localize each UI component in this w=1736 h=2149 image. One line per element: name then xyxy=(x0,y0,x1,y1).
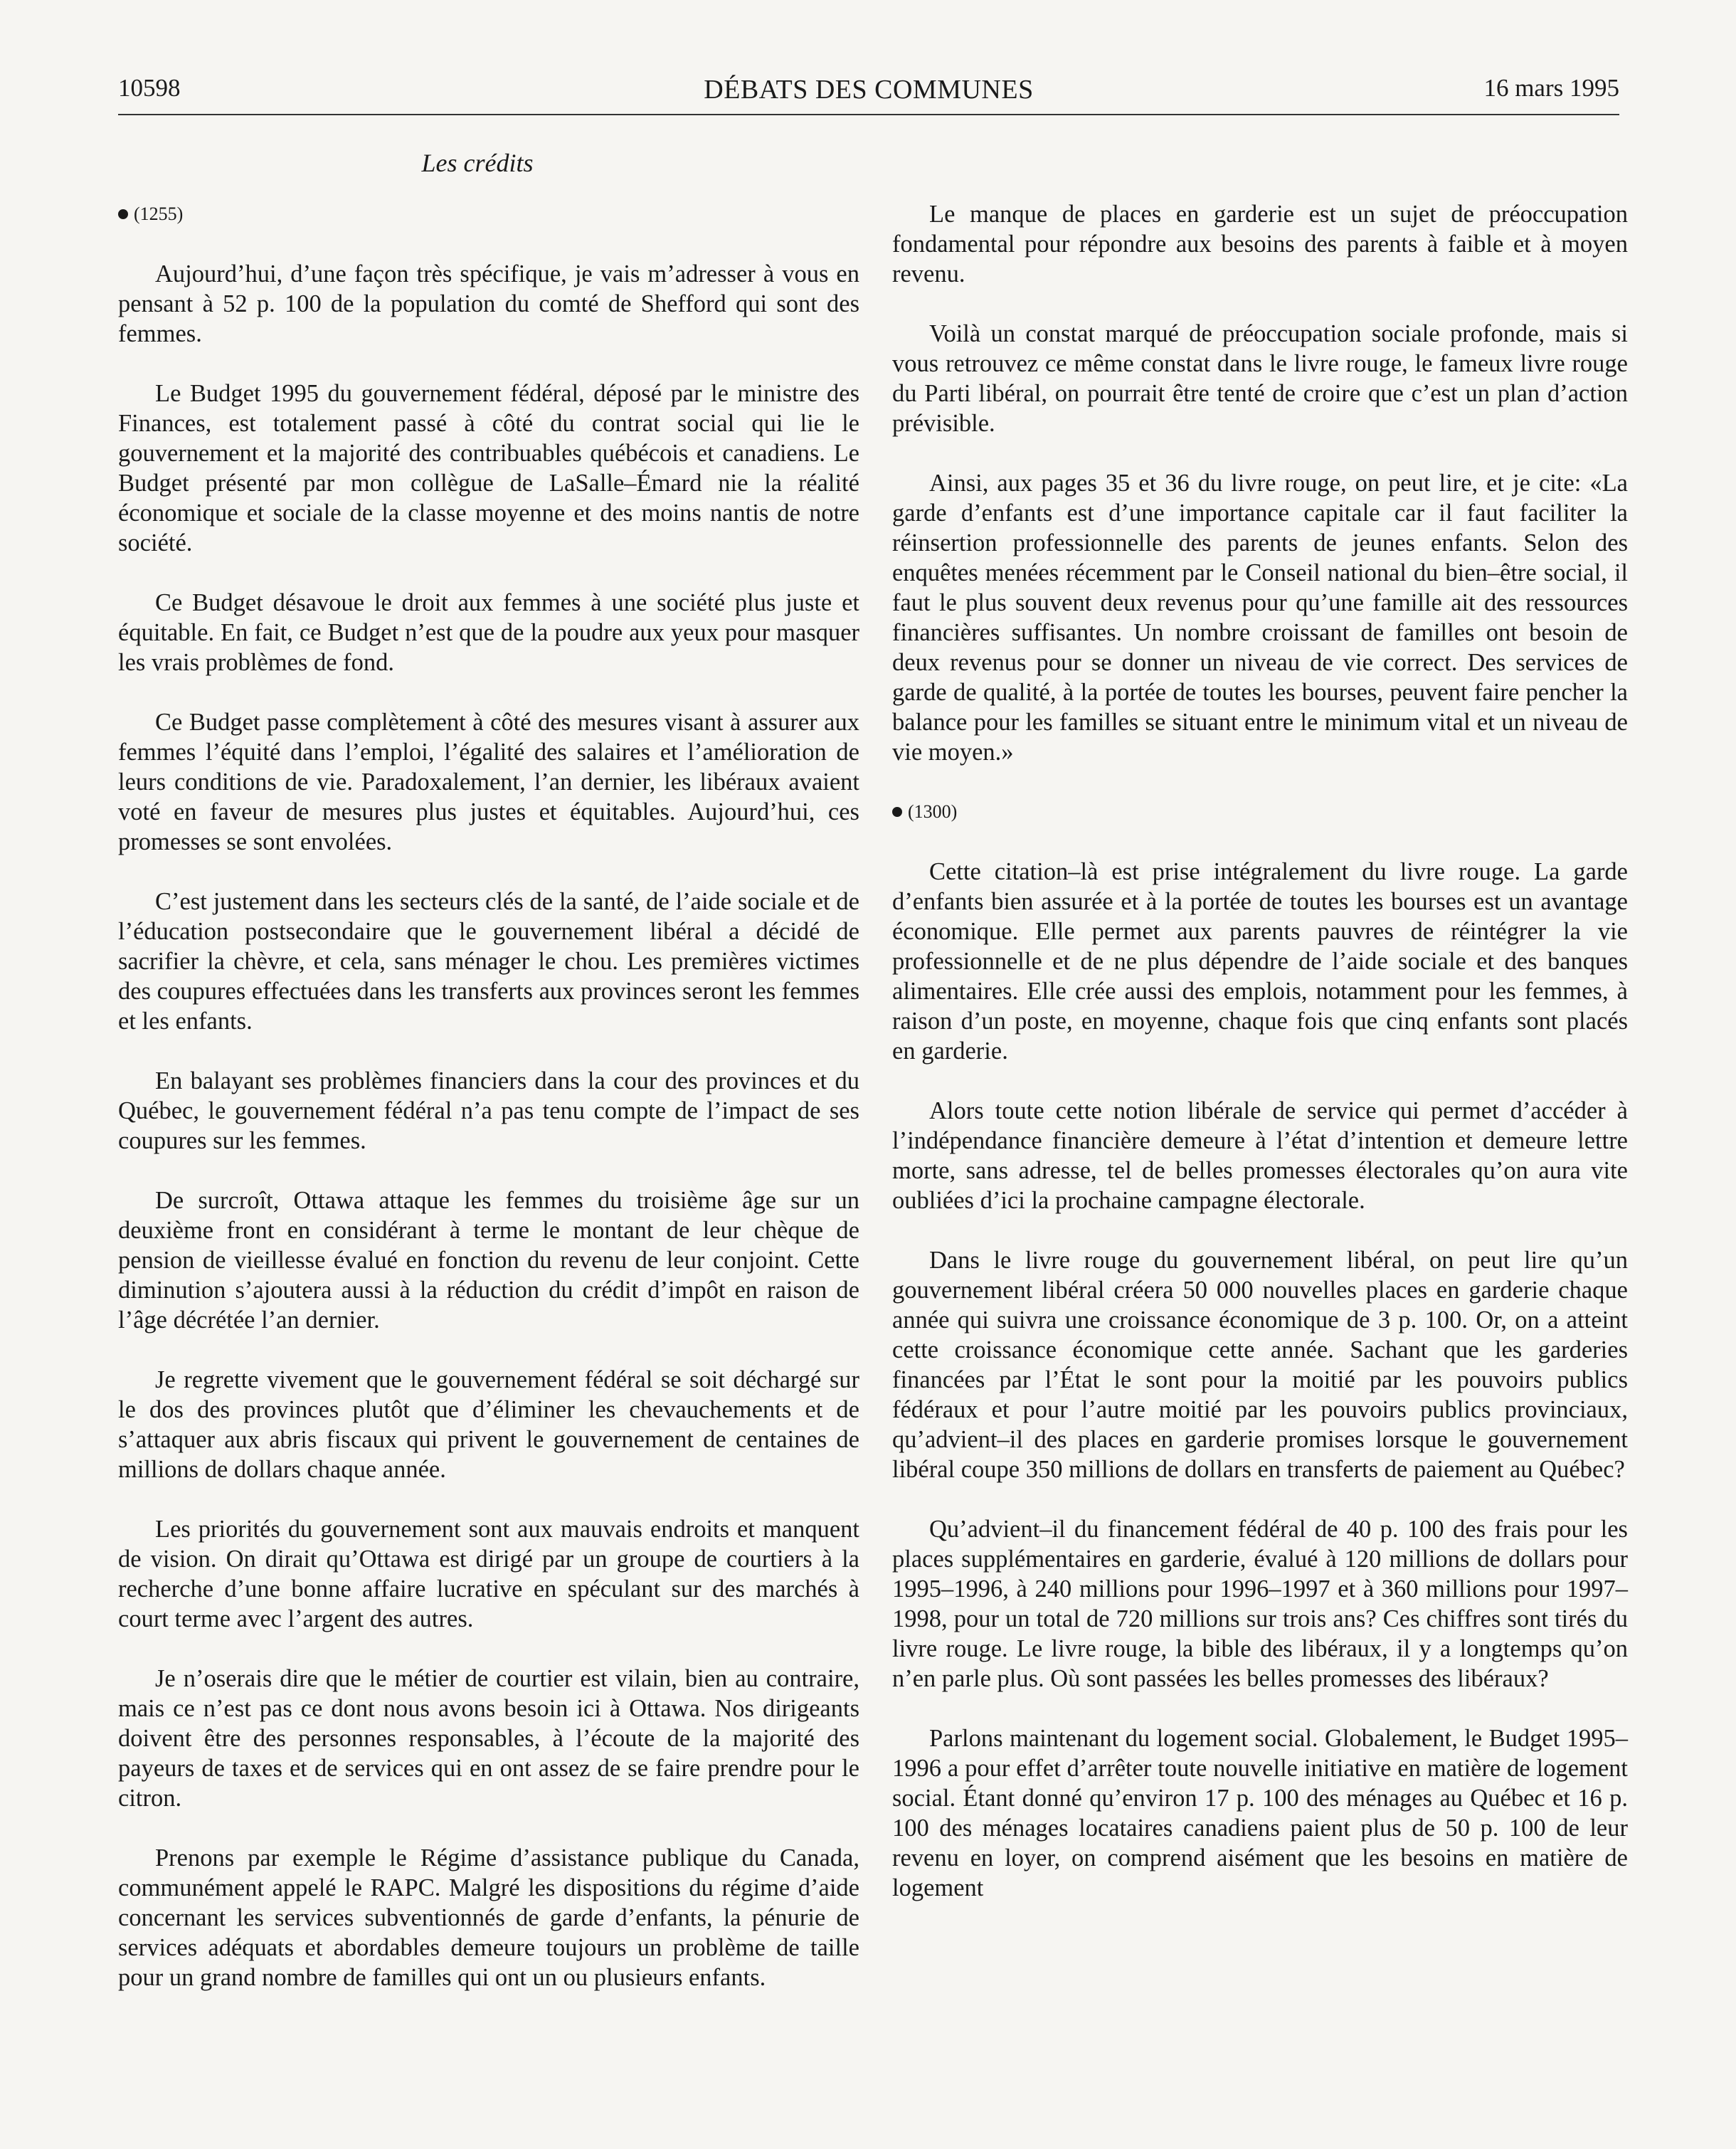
paragraph: Ainsi, aux pages 35 et 36 du livre rouge, on peut lire, et je cite: «La garde d’enfants est d’une importance capitale car il faut faciliter la réinsertion professionnelle des parents de jeunes enfants. Selon des enquêtes menées récemment par le Conseil national du bien–être social, il faut le plus souvent deux revenus pour qu’une famille ait des ressources financières suffisantes. Un nombre croissant de familles ont besoin de deux revenus pour se donner un niveau de vie correct. Des services de garde de qualité, à la portée de toutes les bourses, peuvent faire pencher la balance pour les familles se situant entre le minimum vital et un niveau de vie moyen.» xyxy=(892,470,1628,766)
paragraph: Dans le livre rouge du gouvernement libéral, on peut lire qu’un gouvernement libéral créera 50 000 nouvelles places en garderie chaque année qui suivra une croissance économique de 3 p. 100. Or, on a atteint cette croissance économique cette année. Sachant que les garderies financées par l’État le sont pour la moitié par les pouvoirs publics fédéraux et pour l’autre moitié par les pouvoirs publics provinciaux, qu’advient–il des places en garderie promises lorsque le gouvernement libéral coupe 350 millions de dollars en transferts de paiement au Québec? xyxy=(892,1247,1628,1483)
time-marker-label: (1300) xyxy=(908,801,958,822)
right-column xyxy=(892,199,1628,1933)
time-marker xyxy=(892,797,1628,827)
page-header xyxy=(118,71,1619,115)
left-column xyxy=(118,199,859,2022)
paragraph: De surcroît, Ottawa attaque les femmes du troisième âge sur un deuxième front en considérant à terme le montant de leur chèque de pension de vieillesse évalué en fonction du revenu de leur conjoint. Cette diminution s’ajoutera aussi à la réduction du crédit d’impôt en raison de l’âge décrétée l’an dernier. xyxy=(118,1187,859,1334)
paragraph: Qu’advient–il du financement fédéral de 40 p. 100 des frais pour les places supplémentaires en garderie, évalué à 120 millions de dollars pour 1995–1996, à 240 millions pour 1996–1997 et à 360 millions pour 1997–1998, pour un total de 720 millions sur trois ans? Ces chiffres sont tirés du livre rouge. Le livre rouge, la bible des libéraux, il y a longtemps qu’on n’en parle plus. Où sont passées les belles promesses des libéraux? xyxy=(892,1516,1628,1692)
paragraph: Le manque de places en garderie est un sujet de préoccupation fondamental pour répondre aux besoins des parents à faible et à moyen revenu. xyxy=(892,201,1628,287)
paragraph: Alors toute cette notion libérale de service qui permet d’accéder à l’indépendance financière demeure à l’état d’intention et demeure lettre morte, sans adresse, tel de belles promesses électorales qu’on aura vite oubliées d’ici la prochaine campagne électorale. xyxy=(892,1097,1628,1214)
publication-title: DÉBATS DES COMMUNES xyxy=(704,75,1034,105)
bullet-icon xyxy=(118,209,128,219)
paragraph: C’est justement dans les secteurs clés de la santé, de l’aide sociale et de l’éducation postsecondaire que le gouvernement libéral a décidé de sacrifier la chèvre, et cela, sans ménager le chou. Les premières victimes des coupures effectuées dans les transferts aux provinces seront les femmes et les enfants. xyxy=(118,888,859,1035)
paragraph: Le Budget 1995 du gouvernement fédéral, déposé par le ministre des Finances, est totalement passé à côté du contrat social qui lie le gouvernement et la majorité des contribuables québécois et canadiens. Le Budget présenté par mon collègue de LaSalle–Émard nie la réalité économique et sociale de la classe moyenne et des moins nantis de notre société. xyxy=(118,380,859,556)
paragraph: Cette citation–là est prise intégralement du livre rouge. La garde d’enfants bien assurée et à la portée de toutes les bourses est un avantage économique. Elle permet aux parents pauvres de réintégrer la vie professionnelle et de ne plus dépendre de l’aide sociale et des banques alimentaires. Elle crée aussi des emplois, notamment pour les femmes, à raison d’un poste, en moyenne, chaque fois que cinq enfants sont placés en garderie. xyxy=(892,858,1628,1065)
paragraph: Ce Budget désavoue le droit aux femmes à une société plus juste et équitable. En fait, ce Budget n’est que de la poudre aux yeux pour masquer les vrais problèmes de fond. xyxy=(118,589,859,676)
paragraph: Parlons maintenant du logement social. Globalement, le Budget 1995–1996 a pour effet d’arrêter toute nouvelle initiative en matière de logement social. Étant donné qu’environ 17 p. 100 des ménages au Québec et 16 p. 100 des ménages locataires canadiens paient plus de 50 p. 100 de leur revenu en loyer, on comprend aisément que les besoins en matière de logement xyxy=(892,1725,1628,1901)
paragraph: Ce Budget passe complètement à côté des mesures visant à assurer aux femmes l’équité dans l’emploi, l’égalité des salaires et l’amélioration de leurs conditions de vie. Paradoxalement, l’an dernier, les libéraux avaient voté en faveur de mesures plus justes et équitables. Aujourd’hui, ces promesses se sont envolées. xyxy=(118,709,859,855)
publication-date: 16 mars 1995 xyxy=(1483,74,1619,102)
paragraph: Les priorités du gouvernement sont aux mauvais endroits et manquent de vision. On dirait qu’Ottawa est dirigé par un groupe de courtiers à la recherche d’une bonne affaire lucrative en spéculant sur des marchés à court terme avec l’argent des autres. xyxy=(118,1516,859,1632)
paragraph: Voilà un constat marqué de préoccupation sociale profonde, mais si vous retrouvez ce même constat dans le livre rouge, le fameux livre rouge du Parti libéral, on pourrait être tenté de croire que c’est un plan d’action prévisible. xyxy=(892,320,1628,437)
paragraph: Je regrette vivement que le gouvernement fédéral se soit déchargé sur le dos des provinces plutôt que d’éliminer les chevauchements et de s’attaquer aux abris fiscaux qui privent le gouvernement de centaines de millions de dollars chaque année. xyxy=(118,1366,859,1483)
section-title: Les crédits xyxy=(421,149,534,177)
bullet-icon xyxy=(892,807,902,817)
paragraph: Prenons par exemple le Régime d’assistance publique du Canada, communément appelé le RAPC. Malgré les dispositions du régime d’aide concernant les services subventionnés de garde d’enfants, la pénurie de services adéquats et abordables demeure toujours un problème de taille pour un grand nombre de familles qui ont un ou plusieurs enfants. xyxy=(118,1844,859,1991)
time-marker xyxy=(118,199,859,229)
paragraph: Aujourd’hui, d’une façon très spécifique, je vais m’adresser à vous en pensant à 52 p. 100 de la population du comté de Shefford qui sont des femmes. xyxy=(118,260,859,347)
paragraph: Je n’oserais dire que le métier de courtier est vilain, bien au contraire, mais ce n’est pas ce dont nous avons besoin ici à Ottawa. Nos dirigeants doivent être des personnes responsables, à l’écoute de la majorité des payeurs de taxes et de services qui en ont assez de se faire prendre pour le citron. xyxy=(118,1665,859,1812)
time-marker-label: (1255) xyxy=(134,204,184,224)
page-number: 10598 xyxy=(118,74,181,102)
paragraph: En balayant ses problèmes financiers dans la cour des provinces et du Québec, le gouvernement fédéral n’a pas tenu compte de l’impact de ses coupures sur les femmes. xyxy=(118,1067,859,1154)
